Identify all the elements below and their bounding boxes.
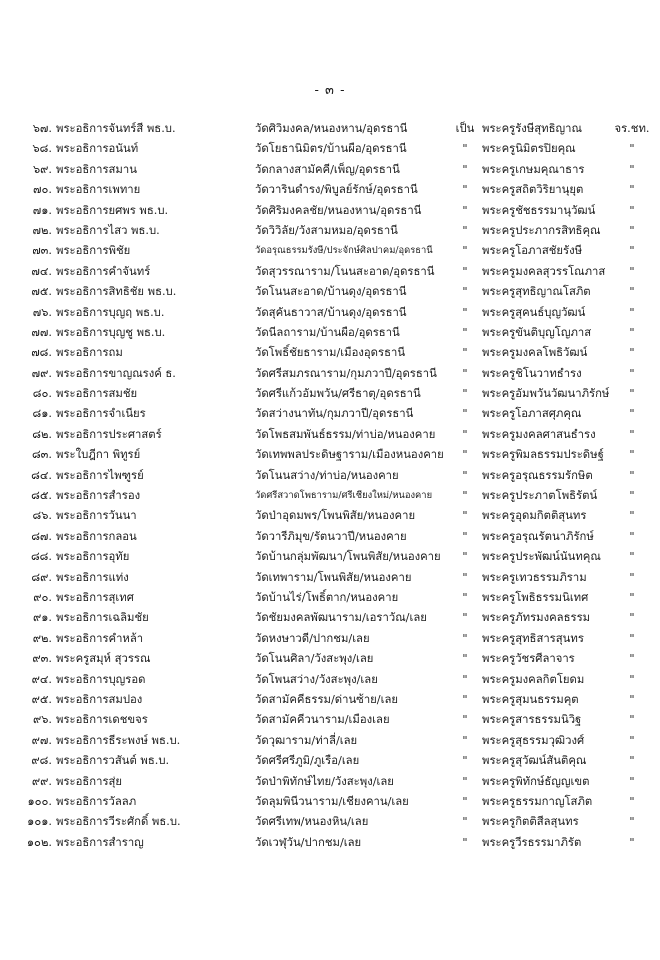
rank-abbrev: จร.ชท. — [614, 122, 650, 135]
monk-name: พระอธิการคำจันทร์ — [56, 264, 151, 278]
temple-location: วัดศรีสมภรณาราม/กุมภวาปี/อุดรธานี — [255, 366, 437, 380]
monk-name: พระอธิการธีระพงษ์ พธ.บ. — [56, 733, 181, 747]
item-number: ๘๘. — [30, 550, 52, 564]
list-item — [0, 445, 660, 465]
list-item — [0, 486, 660, 506]
conferred-title: พระครูพิมลธรรมประดิษฐ์ — [482, 448, 604, 462]
conferred-title: พระครูเทวธรรมภิราม — [482, 570, 587, 584]
conferred-title: พระครูมงคลกิตโยดม — [482, 672, 585, 686]
temple-location: วัดหงษาวดี/ปากชม/เลย — [255, 631, 370, 645]
item-number: ๙๘. — [31, 754, 52, 768]
monk-name: พระอธิการจำเนียร — [56, 407, 146, 421]
conjunction: " — [462, 652, 468, 666]
conjunction: " — [462, 325, 468, 339]
conjunction: " — [462, 590, 468, 604]
rank-abbrev: " — [629, 550, 635, 564]
conjunction: " — [462, 223, 468, 237]
temple-location: วัดศิริมงคลชัย/หนองหาน/อุดรธานี — [255, 203, 422, 217]
item-number: ๗๕. — [31, 285, 52, 299]
list-item — [0, 751, 660, 771]
monk-name: พระอธิการอนันท์ — [56, 142, 139, 156]
monk-name: พระอธิการถม — [56, 346, 123, 360]
conjunction: " — [462, 631, 468, 645]
monk-name: พระอธิการอุทัย — [56, 550, 130, 564]
rank-abbrev: " — [629, 754, 635, 768]
monk-name: พระอธิการสำรอง — [56, 489, 141, 503]
item-number: ๖๗. — [32, 122, 52, 135]
monk-name: พระอธิการวีระศักดิ์ พธ.บ. — [56, 815, 181, 829]
item-number: ๘๑. — [32, 407, 52, 421]
conferred-title: พระครูโอภาสชัยรังษี — [482, 244, 583, 258]
item-number: ๙๖. — [32, 713, 52, 727]
list-item — [0, 466, 660, 486]
item-number: ๘๖. — [32, 509, 52, 523]
monk-name: พระอธิการวสันต์ พธ.บ. — [56, 754, 170, 768]
temple-location: วัดนีลถาราม/บ้านผือ/อุดรธานี — [255, 325, 400, 339]
temple-location: วัดป่าพิทักษ์ไทย/วังสะพุง/เลย — [255, 774, 394, 788]
temple-location: วัดบ้านกลุ่มพัฒนา/โพนพิสัย/หนองคาย — [255, 550, 441, 564]
conferred-title: พระครูอรุณรัตนาภิรักษ์ — [482, 529, 594, 543]
rank-abbrev: " — [629, 692, 635, 706]
list-item — [0, 160, 660, 180]
list-item — [0, 690, 660, 710]
conjunction: " — [462, 346, 468, 360]
item-number: ๗๔. — [31, 264, 52, 278]
conferred-title: พระครูสุคนธ์บุญวัฒน์ — [482, 305, 586, 319]
monk-name: พระอธิการประศาสตร์ — [56, 427, 162, 441]
monk-name: พระอธิการไพฑูรย์ — [56, 468, 144, 482]
temple-location: วัดศรีเทพ/หนองหิน/เลย — [255, 815, 369, 829]
item-number: ๘๒. — [32, 427, 52, 441]
monk-name: พระอธิการขาญณรงค์ ธ. — [56, 366, 176, 380]
conferred-title: พระครูพิทักษ์ธัญญเขต — [482, 774, 590, 788]
monk-name: พระอธิการสุ่ย — [56, 774, 123, 788]
temple-location: วัดโยธานิมิตร/บ้านผือ/อุดรธานี — [255, 142, 407, 156]
item-number: ๖๙. — [32, 162, 52, 176]
conferred-title: พระครูสุวัฒน์สันติคุณ — [482, 754, 587, 768]
conjunction: " — [462, 264, 468, 278]
list-item — [0, 608, 660, 628]
item-number: ๗๖. — [32, 305, 52, 319]
item-number: ๙๓. — [32, 652, 52, 666]
rank-abbrev: " — [629, 448, 635, 462]
conjunction: " — [462, 244, 468, 258]
conjunction: " — [462, 815, 468, 829]
conjunction: " — [462, 835, 468, 849]
item-number: ๗๓. — [32, 244, 52, 258]
item-number: ๗๐. — [33, 183, 52, 197]
rank-abbrev: " — [629, 611, 635, 625]
rank-abbrev: " — [629, 346, 635, 360]
rank-abbrev: " — [629, 366, 635, 380]
monk-name: พระอธิการสมปอง — [56, 692, 143, 706]
monk-name: พระอธิการเดชขจร — [56, 713, 148, 727]
rank-abbrev: " — [629, 468, 635, 482]
monk-name: พระอธิการบุญรอด — [56, 672, 146, 686]
item-number: ๙๔. — [31, 672, 52, 686]
rank-abbrev: " — [629, 223, 635, 237]
rank-abbrev: " — [629, 815, 635, 829]
conferred-title: พระครูภัทรมงคลธรรม — [482, 611, 591, 625]
rank-abbrev: " — [629, 774, 635, 788]
conferred-title: พระครูรังษีสุทธิญาณ — [482, 122, 582, 135]
temple-location: วัดสุวรรณาราม/โนนสะอาด/อุดรธานี — [255, 264, 435, 278]
list-item — [0, 833, 660, 853]
item-number: ๗๑. — [32, 203, 52, 217]
temple-location: วัดอรุณธรรมรังษี/ประจักษ์ศิลปาคม/อุดรธานี — [255, 245, 433, 257]
temple-location: วัดเวฬุวัน/ปากชม/เลย — [255, 835, 362, 849]
rank-abbrev: " — [629, 305, 635, 319]
rank-abbrev: " — [629, 652, 635, 666]
temple-location: วัดวารีภิมุข/รัตนวาปี/หนองคาย — [255, 529, 407, 543]
conferred-title: พระครูนิมิตรปิยคุณ — [482, 142, 576, 156]
rank-abbrev: " — [629, 162, 635, 176]
monk-name: พระอธิการจันทร์สี พธ.บ. — [56, 122, 176, 135]
temple-location: วัดวารินดำรง/พิบูลย์รักษ์/อุดรธานี — [255, 183, 418, 197]
item-number: ๘๐. — [32, 387, 52, 401]
temple-location: วัดโนนศิลา/วังสะพุง/เลย — [255, 652, 374, 666]
temple-location: วัดศิวิมงคล/หนองหาน/อุดรธานี — [255, 122, 408, 135]
rank-abbrev: " — [629, 325, 635, 339]
item-number: ๘๙. — [31, 570, 52, 584]
rank-abbrev: " — [629, 713, 635, 727]
item-number: ๙๙. — [31, 774, 52, 788]
conjunction: " — [462, 672, 468, 686]
list-item — [0, 262, 660, 282]
list-item — [0, 772, 660, 792]
list-item — [0, 792, 660, 812]
rank-abbrev: " — [629, 489, 635, 503]
conferred-title: พระครูมงคลศาสนธำรง — [482, 427, 596, 441]
conjunction: " — [462, 794, 468, 808]
monk-name: พระอธิการสำราญ — [56, 835, 144, 849]
monk-name: พระใบฎีกา พิทูรย์ — [56, 448, 141, 462]
temple-location: วัดวุฒาราม/ท่าลี่/เลย — [255, 733, 358, 747]
item-number: ๙๑. — [32, 611, 52, 625]
item-number: ๗๗. — [31, 325, 52, 339]
monk-name: พระอธิการยศพร พธ.บ. — [56, 203, 169, 217]
appointment-list — [0, 119, 660, 853]
conjunction: " — [462, 427, 468, 441]
conferred-title: พระครูประภากรสิทธิคุณ — [482, 223, 601, 237]
list-item — [0, 282, 660, 302]
monk-name: พระครูสมุห์ สุวรรณ — [56, 652, 151, 666]
conferred-title: พระครูธรรมกาญโสภิต — [482, 794, 593, 808]
rank-abbrev: " — [629, 407, 635, 421]
monk-name: พระอธิการพิชัย — [56, 244, 131, 258]
temple-location: วัดโพธสมพันธ์ธรรม/ท่าบ่อ/หนองคาย — [255, 427, 436, 441]
conferred-title: พระครูสุทธิญาณโสภิต — [482, 285, 591, 299]
list-item — [0, 710, 660, 730]
item-number: ๗๒. — [32, 223, 52, 237]
list-item — [0, 303, 660, 323]
conjunction: " — [462, 529, 468, 543]
rank-abbrev: " — [629, 203, 635, 217]
rank-abbrev: " — [629, 672, 635, 686]
conferred-title: พระครูโอภาสศุภคุณ — [482, 407, 582, 421]
conferred-title: พระครูประพัฒน์นันทคุณ — [482, 550, 601, 564]
list-item — [0, 731, 660, 751]
temple-location: วัดลุมพินีวนาราม/เชียงคาน/เลย — [255, 794, 409, 808]
monk-name: พระอธิการสมาน — [56, 162, 137, 176]
conjunction: " — [462, 611, 468, 625]
temple-location: วัดบ้านไร่/โพธิ์ตาก/หนองคาย — [255, 590, 399, 604]
list-item — [0, 588, 660, 608]
monk-name: พระอธิการกลอน — [56, 529, 137, 543]
conjunction: " — [462, 550, 468, 564]
rank-abbrev: " — [629, 590, 635, 604]
rank-abbrev: " — [629, 529, 635, 543]
list-item — [0, 527, 660, 547]
conferred-title: พระครูมงคลโพธิวัฒน์ — [482, 346, 588, 360]
rank-abbrev: " — [629, 427, 635, 441]
conferred-title: พระครูกิตติสีลสุนทร — [482, 815, 579, 829]
conferred-title: พระครูชิโนวาทธำรง — [482, 366, 582, 380]
list-item — [0, 506, 660, 526]
conjunction: " — [462, 203, 468, 217]
list-item — [0, 384, 660, 404]
rank-abbrev: " — [629, 631, 635, 645]
item-number: ๘๗. — [31, 529, 52, 543]
temple-location: วัดป่าอุดมพร/โพนพิสัย/หนองคาย — [255, 509, 416, 523]
monk-name: พระอธิการบุญฤ พธ.บ. — [56, 305, 165, 319]
temple-location: วัดเทพาราม/โพนพิสัย/หนองคาย — [255, 570, 412, 584]
list-item — [0, 670, 660, 690]
temple-location: วัดโนนสว่าง/ท่าบ่อ/หนองคาย — [255, 468, 399, 482]
temple-location: วัดสุคันธาวาส/บ้านดุง/อุดรธานี — [255, 305, 407, 319]
conjunction: " — [462, 774, 468, 788]
temple-location: วัดโนนสะอาด/บ้านดุง/อุดรธานี — [255, 285, 407, 299]
item-number: ๘๕. — [31, 489, 52, 503]
conjunction: " — [462, 570, 468, 584]
list-item — [0, 547, 660, 567]
conjunction: " — [462, 387, 468, 401]
temple-location: วัดศรีสวาดโพธาราม/ศรีเชียงใหม่/หนองคาย — [255, 490, 433, 502]
temple-location: วัดศรีศรีภูมิ/ภูเรือ/เลย — [255, 754, 360, 768]
conferred-title: พระครูมงคลสุวรรโณภาส — [482, 264, 606, 278]
temple-location: วัดโพนสว่าง/วังสะพุง/เลย — [255, 672, 378, 686]
monk-name: พระอธิการคำหล้า — [56, 631, 144, 645]
conjunction: " — [462, 754, 468, 768]
temple-location: วัดศรีแก้วอัมพวัน/ศรีธาตุ/อุดรธานี — [255, 387, 421, 401]
conjunction: " — [462, 162, 468, 176]
conferred-title: พระครูอรุณธรรมรักษิต — [482, 468, 593, 482]
item-number: ๙๕. — [31, 692, 52, 706]
conjunction: " — [462, 407, 468, 421]
list-item — [0, 201, 660, 221]
temple-location: วัดชัยมงคลพัฒนาราม/เอราวัณ/เลย — [255, 611, 427, 625]
item-number: ๘๓. — [31, 448, 52, 462]
rank-abbrev: " — [629, 264, 635, 278]
monk-name: พระอธิการสุเทศ — [56, 590, 134, 604]
list-item — [0, 343, 660, 363]
conjunction: " — [462, 366, 468, 380]
rank-abbrev: " — [629, 733, 635, 747]
conjunction: " — [462, 509, 468, 523]
conferred-title: พระครูวัชรศีลาจาร — [482, 652, 575, 666]
item-number: ๑๐๑. — [27, 815, 52, 829]
conjunction: " — [462, 305, 468, 319]
monk-name: พระอธิการแท่ง — [56, 570, 129, 584]
rank-abbrev: " — [629, 244, 635, 258]
monk-name: พระอธิการเฉลิมชัย — [56, 611, 149, 625]
page-number: - ๓ - — [314, 83, 346, 98]
rank-abbrev: " — [629, 285, 635, 299]
rank-abbrev: " — [629, 570, 635, 584]
conferred-title: พระครูอัมพวันวัฒนาภิรักษ์ — [482, 387, 610, 401]
conjunction: " — [462, 733, 468, 747]
temple-location: วัดวิวิลัย/วังสามหมอ/อุดรธานี — [255, 223, 398, 237]
conferred-title: พระครูอุดมกิตติสุนทร — [482, 509, 587, 523]
list-item — [0, 404, 660, 424]
temple-location: วัดกลางสามัคคี/เพ็ญ/อุดรธานี — [255, 162, 400, 176]
item-number: ๙๐. — [33, 590, 52, 604]
conferred-title: พระครูขันติบุญโญภาส — [482, 325, 592, 339]
item-number: ๑๐๒. — [26, 835, 52, 849]
monk-name: พระอธิการสิทธิชัย พธ.บ. — [56, 285, 177, 299]
conferred-title: พระครูชัชธรรมานุวัฒน์ — [482, 203, 596, 217]
list-item — [0, 568, 660, 588]
monk-name: พระอธิการสมชัย — [56, 387, 138, 401]
monk-name: พระอธิการบุญชู พธ.บ. — [56, 325, 166, 339]
list-item — [0, 139, 660, 159]
conferred-title: พระครูโพธิธรรมนิเทศ — [482, 590, 589, 604]
list-item — [0, 364, 660, 384]
temple-location: วัดสว่างนาทัน/กุมภวาปี/อุดรธานี — [255, 407, 414, 421]
conferred-title: พระครูสถิตวิริยานุยุต — [482, 183, 584, 197]
rank-abbrev: " — [629, 509, 635, 523]
rank-abbrev: " — [629, 794, 635, 808]
item-number: ๙๒. — [32, 631, 52, 645]
list-item — [0, 649, 660, 669]
monk-name: พระอธิการวันนา — [56, 509, 137, 523]
temple-location: วัดโพธิ์ชัยธาราม/เมืองอุดรธานี — [255, 346, 406, 360]
item-number: ๘๔. — [31, 468, 52, 482]
conjunction: " — [462, 183, 468, 197]
conjunction: " — [462, 448, 468, 462]
conjunction: " — [462, 692, 468, 706]
conferred-title: พระครูประภาตโพธิรัตน์ — [482, 489, 598, 503]
conferred-title: พระครูสุมนธรรมคุต — [482, 692, 579, 706]
list-item — [0, 629, 660, 649]
rank-abbrev: " — [629, 387, 635, 401]
list-item — [0, 323, 660, 343]
conferred-title: พระครูเกษมคุณาธาร — [482, 162, 585, 176]
list-item — [0, 812, 660, 832]
list-item — [0, 180, 660, 200]
rank-abbrev: " — [629, 835, 635, 849]
temple-location: วัดสามัคคีวนาราม/เมืองเลย — [255, 713, 390, 727]
item-number: ๙๗. — [31, 733, 52, 747]
item-number: ๗๘. — [31, 346, 52, 360]
temple-location: วัดเทพพลประดิษฐาราม/เมืองหนองคาย — [255, 448, 444, 462]
rank-abbrev: " — [629, 183, 635, 197]
conjunction: " — [462, 285, 468, 299]
list-item — [0, 241, 660, 261]
temple-location: วัดสามัคคีธรรม/ด่านซ้าย/เลย — [255, 692, 399, 706]
item-number: ๑๐๐. — [27, 794, 52, 808]
conferred-title: พระครูสุธรรมวุฒิวงศ์ — [482, 733, 585, 747]
conjunction: " — [462, 713, 468, 727]
conjunction: " — [462, 489, 468, 503]
conferred-title: พระครูสารธรรมนิวิฐ — [482, 713, 582, 727]
monk-name: พระอธิการไสว พธ.บ. — [56, 223, 160, 237]
conferred-title: พระครูสุทธิสารสุนทร — [482, 631, 584, 645]
list-item — [0, 221, 660, 241]
item-number: ๗๙. — [31, 366, 52, 380]
item-number: ๖๘. — [32, 142, 52, 156]
rank-abbrev: " — [629, 142, 635, 156]
monk-name: พระอธิการวัลลภ — [56, 794, 137, 808]
conjunction: " — [462, 468, 468, 482]
conjunction: " — [462, 142, 468, 156]
conferred-title: พระครูวีรธรรมาภิรัต — [482, 835, 582, 849]
list-item — [0, 425, 660, 445]
list-item — [0, 119, 660, 139]
monk-name: พระอธิการเพทาย — [56, 183, 141, 197]
conjunction: เป็น — [455, 122, 475, 135]
